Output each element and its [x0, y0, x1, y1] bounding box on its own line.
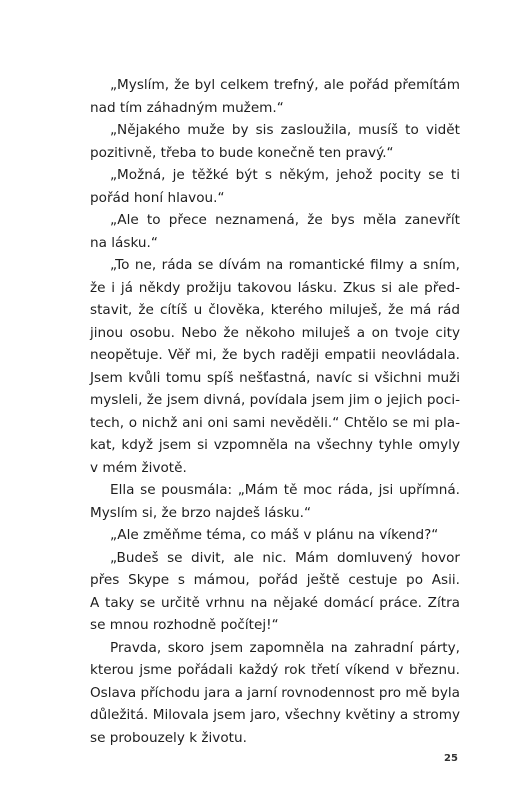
paragraph	[90, 164, 460, 209]
text-line: Jsem kvůli tomu spíš nešťastná, navíc si všichni muži	[90, 369, 460, 386]
paragraph	[90, 524, 460, 547]
text-line: se mnou rozhodně počítej!“	[90, 617, 279, 633]
text-line: „Budeš se divit, ale nic. Mám domluvený hovor	[110, 549, 460, 566]
paragraph	[90, 479, 460, 524]
text-line: „Možná, je těžké být s někým, jehož pocity se ti	[110, 167, 460, 183]
text-line: „Ale to přece neznamená, že bys měla zanevřít	[110, 212, 460, 228]
text-line: na lásku.“	[90, 234, 158, 251]
text-line: se probouzely k životu.	[90, 729, 247, 746]
page-number: 25	[444, 753, 458, 764]
text-line: mysleli, že jsem divná, povídala jsem jim o jejich poci-	[90, 392, 460, 408]
paragraph	[90, 547, 460, 637]
text-line: v mém životě.	[90, 459, 187, 476]
text-line: nad tím záhadným mužem.“	[90, 99, 284, 116]
text-line: Ella se pousmála: „Mám tě moc ráda, jsi upřímná.	[110, 482, 460, 498]
text-line: že i já někdy prožiju takovou lásku. Zkus si ale před-	[90, 279, 460, 296]
text-line: kat, když jsem si vzpomněla na všechny tyhle omyly	[90, 437, 460, 453]
text-line: Myslím si, že brzo najdeš lásku.“	[90, 504, 312, 521]
text-line: „Ale změňme téma, co máš v plánu na víkend?“	[110, 527, 439, 543]
text-line: tech, o nichž ani oni sami nevěděli.“ Chtělo se mi pla-	[90, 414, 460, 431]
text-line: pořád honí hlavou.“	[90, 189, 225, 206]
text-line: „Myslím, že byl celkem trefný, ale pořád přemítám	[110, 77, 460, 93]
text-line: kterou jsme pořádali každý rok třetí víkend v březnu.	[90, 662, 460, 678]
paragraph	[90, 254, 460, 479]
paragraph	[90, 209, 460, 254]
paragraph	[90, 119, 460, 164]
text-line: stavit, že cítíš u člověka, kterého miluješ, že má rád	[90, 302, 460, 318]
text-line: důležitá. Milovala jsem jaro, všechny květiny a stromy	[90, 707, 460, 723]
text-line: Pravda, skoro jsem zapomněla na zahradní párty,	[110, 639, 460, 656]
text-line: „To ne, ráda se dívám na romantické filmy a sním,	[110, 257, 460, 273]
text-line: přes Skype s mámou, pořád ještě cestuje po Asii.	[90, 572, 460, 588]
page-body-text	[90, 74, 460, 749]
text-line: Oslava příchodu jara a jarní rovnodennost pro mě byla	[90, 684, 460, 701]
paragraph	[90, 74, 460, 119]
text-line: jinou osobu. Nebo že někoho miluješ a on tvoje city	[90, 324, 460, 341]
text-line: neopětuje. Věř mi, že bych raději empatii neovládala.	[90, 347, 460, 363]
text-line: A taky se určitě vrhnu na nějaké domácí práce. Zítra	[90, 594, 460, 611]
paragraph	[90, 637, 460, 750]
text-line: „Nějakého muže by sis zasloužila, musíš to vidět	[110, 122, 460, 138]
text-line: pozitivně, třeba to bude konečně ten pravý.“	[90, 144, 394, 161]
